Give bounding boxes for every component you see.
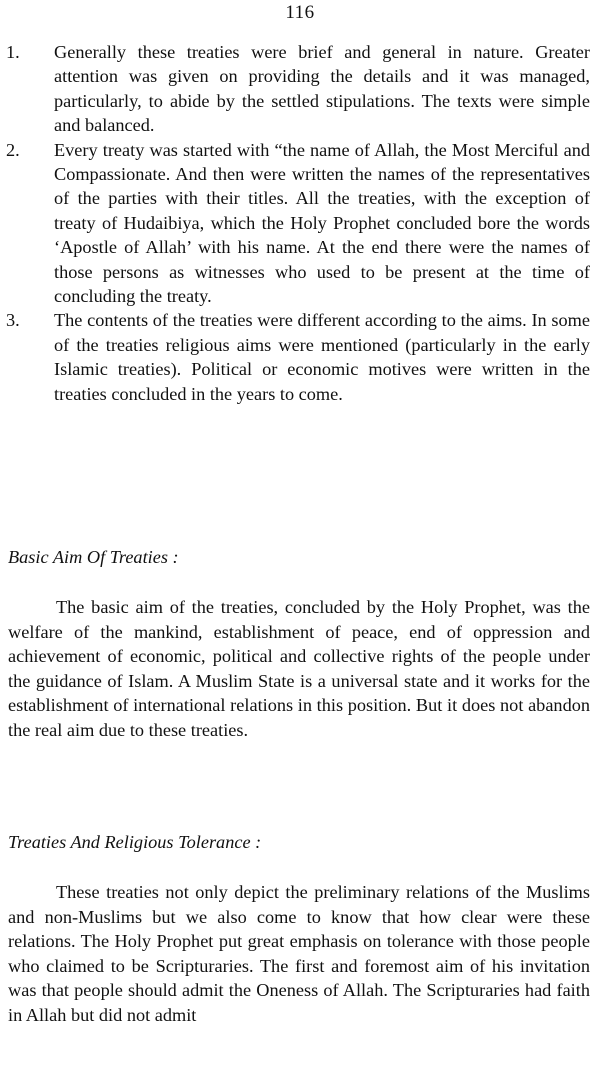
page-number: 116 — [285, 2, 315, 23]
numbered-list — [6, 40, 590, 406]
list-item-number: 2. — [6, 139, 20, 160]
list-item-text: The contents of the treaties were different according to the aims. In some of the treaties religious aims were mentioned (particularly in the early Islamic treaties). Political or economic motives were written in the treaties concluded in the years to come. — [54, 310, 590, 404]
list-item-number: 1. — [6, 42, 20, 62]
section-heading-religious-tolerance: Treaties And Religious Tolerance : — [8, 832, 262, 852]
section-heading-basic-aim: Basic Aim Of Treaties : — [8, 547, 179, 567]
list-item-text: Every treaty was started with “the name of Allah, the Most Merciful and Compassionate. And then were written the names of the representatives of the parties with their titles. All the treaties, with the exception of treaty of Hudaibiya, which the Holy Prophet concluded bore the words ‘Apostle of Allah’ with his name. At the end there were the names of those persons as witnesses who used to be present at the time of concluding the treaty. — [54, 139, 590, 307]
list-item-text: Generally these treaties were brief and general in nature. Greater attention was given on providing the details and it was managed, particularly, to abide by the settled stipulations. The texts were simple and balanced. — [54, 42, 590, 136]
list-item — [6, 40, 590, 138]
list-item-number: 3. — [6, 310, 20, 331]
paragraph-religious-tolerance: These treaties not only depict the preliminary relations of the Muslims and non-Muslims but we also come to know that how clear were these relations. The Holy Prophet put great emphasis on tolerance with those people who claimed to be Scripturaries. The first and foremost aim of his invitation was that people should admit the Oneness of Allah. The Scripturaries had faith in Allah but did not admit — [8, 882, 590, 1025]
paragraph-basic-aim: The basic aim of the treaties, concluded by the Holy Prophet, was the welfare of the mankind, establishment of peace, end of oppression and achievement of economic, political and collective rights of the people under the guidance of Islam. A Muslim State is a universal state and it works for the establishment of international relations in this position. But it does not abandon the real aim due to these treaties. — [8, 597, 590, 740]
list-item — [6, 138, 590, 309]
list-item — [6, 308, 590, 406]
